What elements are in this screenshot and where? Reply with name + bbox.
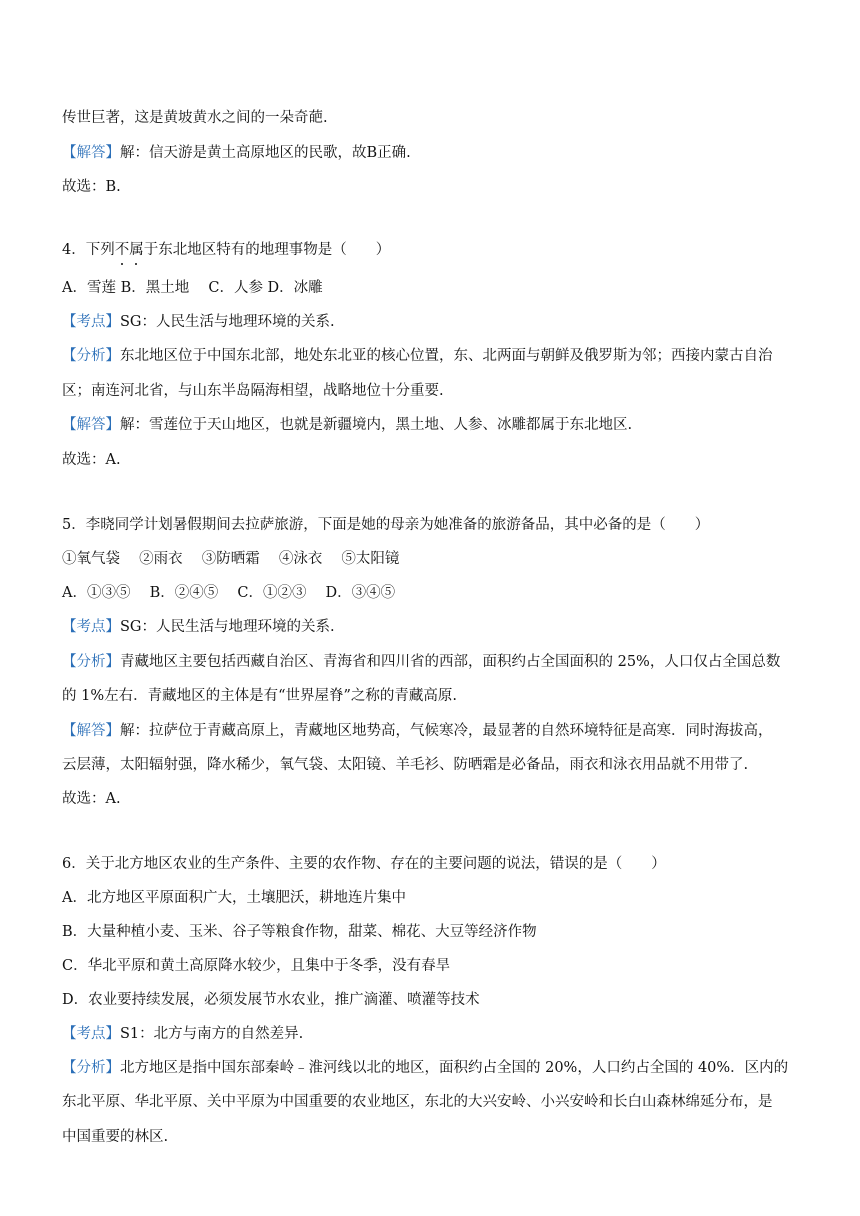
q5-options: A．①③⑤ B．②④⑤ C．①②③ D．③④⑤ [62, 585, 396, 601]
answer-tag: 【解答】 [62, 145, 120, 161]
q6-point [62, 1024, 303, 1044]
point-text: S1：北方与南方的自然差异. [120, 1026, 304, 1042]
q5-choice: 故选：A. [62, 791, 121, 807]
q5-items: ①氧气袋 ②雨衣 ③防晒霜 ④泳衣 ⑤太阳镜 [62, 551, 400, 567]
q4-analysis-line-2: 区；南连河北省，与山东半岛隔海相望，战略地位十分重要. [62, 383, 444, 399]
analysis-text: 北方地区是指中国东部秦岭﹣淮河线以北的地区，面积约占全国的 20%，人口约占全国的 40%．区内的 [120, 1060, 789, 1076]
emphasis-dot: 不 [114, 242, 130, 258]
answer-tag: 【解答】 [62, 417, 120, 433]
answer-text: 解：拉萨位于青藏高原上，青藏地区地势高，气候寒冷，最显著的自然环境特征是高寒．同时海拔高， [120, 723, 773, 739]
q3-continuation: 传世巨著，这是黄坡黄水之间的一朵奇葩. [62, 110, 328, 126]
analysis-text: 青藏地区主要包括西藏自治区、青海省和四川省的西部，面积约占全国面积的 25%，人口仅占全国总数 [120, 654, 781, 670]
analysis-tag: 【分析】 [62, 348, 120, 364]
q6-option-d: D．农业要持续发展，必须发展节水农业，推广滴灌、喷灌等技术 [62, 992, 480, 1008]
emphasis-dot: 属 [129, 242, 144, 258]
q4-stem-text: 4．下列 [62, 242, 115, 258]
q6-analysis-line-3: 中国重要的林区. [62, 1129, 169, 1145]
q3-choice: 故选：B. [62, 179, 121, 195]
q6-option-a: A．北方地区平原面积广大，土壤肥沃，耕地连片集中 [62, 890, 406, 906]
analysis-text: 东北地区位于中国东北部，地处东北亚的核心位置，东、北两面与朝鲜及俄罗斯为邻；西接内蒙古自治 [120, 348, 773, 364]
answer-text: 解：信天游是黄土高原地区的民歌，故B正确. [120, 145, 411, 161]
q6-analysis-line-2: 东北平原、华北平原、关中平原为中国重要的农业地区，东北的大兴安岭、小兴安岭和长白山森林绵延分布，是 [62, 1094, 773, 1110]
q6-analysis-line-1 [62, 1058, 788, 1078]
q4-choice: 故选：A. [62, 452, 121, 468]
q5-point [62, 617, 335, 637]
q4-stem [62, 240, 390, 260]
point-text: SG：人民生活与地理环境的关系. [120, 619, 335, 635]
answer-text: 解：雪莲位于天山地区，也就是新疆境内，黑土地、人参、冰雕都属于东北地区. [120, 417, 633, 433]
q3-answer [62, 143, 411, 163]
point-text: SG：人民生活与地理环境的关系. [120, 314, 335, 330]
q4-stem-text: 于东北地区特有的地理事物是（ ） [143, 242, 391, 258]
q4-answer [62, 415, 632, 435]
q5-analysis-line-1 [62, 652, 780, 672]
q6-option-c: C．华北平原和黄土高原降水较少，且集中于冬季，没有春旱 [62, 958, 451, 974]
q6-stem: 6．关于北方地区农业的生产条件、主要的农作物、存在的主要问题的说法，错误的是（ ） [62, 856, 666, 872]
q6-option-b: B．大量种植小麦、玉米、谷子等粮食作物，甜菜、棉花、大豆等经济作物 [62, 924, 537, 940]
q4-point [62, 312, 335, 332]
answer-tag: 【解答】 [62, 723, 120, 739]
q5-answer-line-2: 云层薄，太阳辐射强，降水稀少，氧气袋、太阳镜、羊毛衫、防晒霜是必备品，雨衣和泳衣用品就不用带了. [62, 757, 749, 773]
analysis-tag: 【分析】 [62, 1060, 120, 1076]
point-tag: 【考点】 [62, 1026, 120, 1042]
q4-options: A．雪莲 B．黑土地 C．人参 D．冰雕 [62, 280, 323, 296]
q4-analysis-line-1 [62, 346, 773, 366]
q5-analysis-line-2: 的 1%左右．青藏地区的主体是有“世界屋脊”之称的青藏高原. [62, 688, 458, 704]
point-tag: 【考点】 [62, 314, 120, 330]
q5-stem: 5．李晓同学计划暑假期间去拉萨旅游，下面是她的母亲为她准备的旅游备品，其中必备的是（ ） [62, 517, 710, 533]
analysis-tag: 【分析】 [62, 654, 120, 670]
point-tag: 【考点】 [62, 619, 120, 635]
q5-answer-line-1 [62, 721, 773, 741]
